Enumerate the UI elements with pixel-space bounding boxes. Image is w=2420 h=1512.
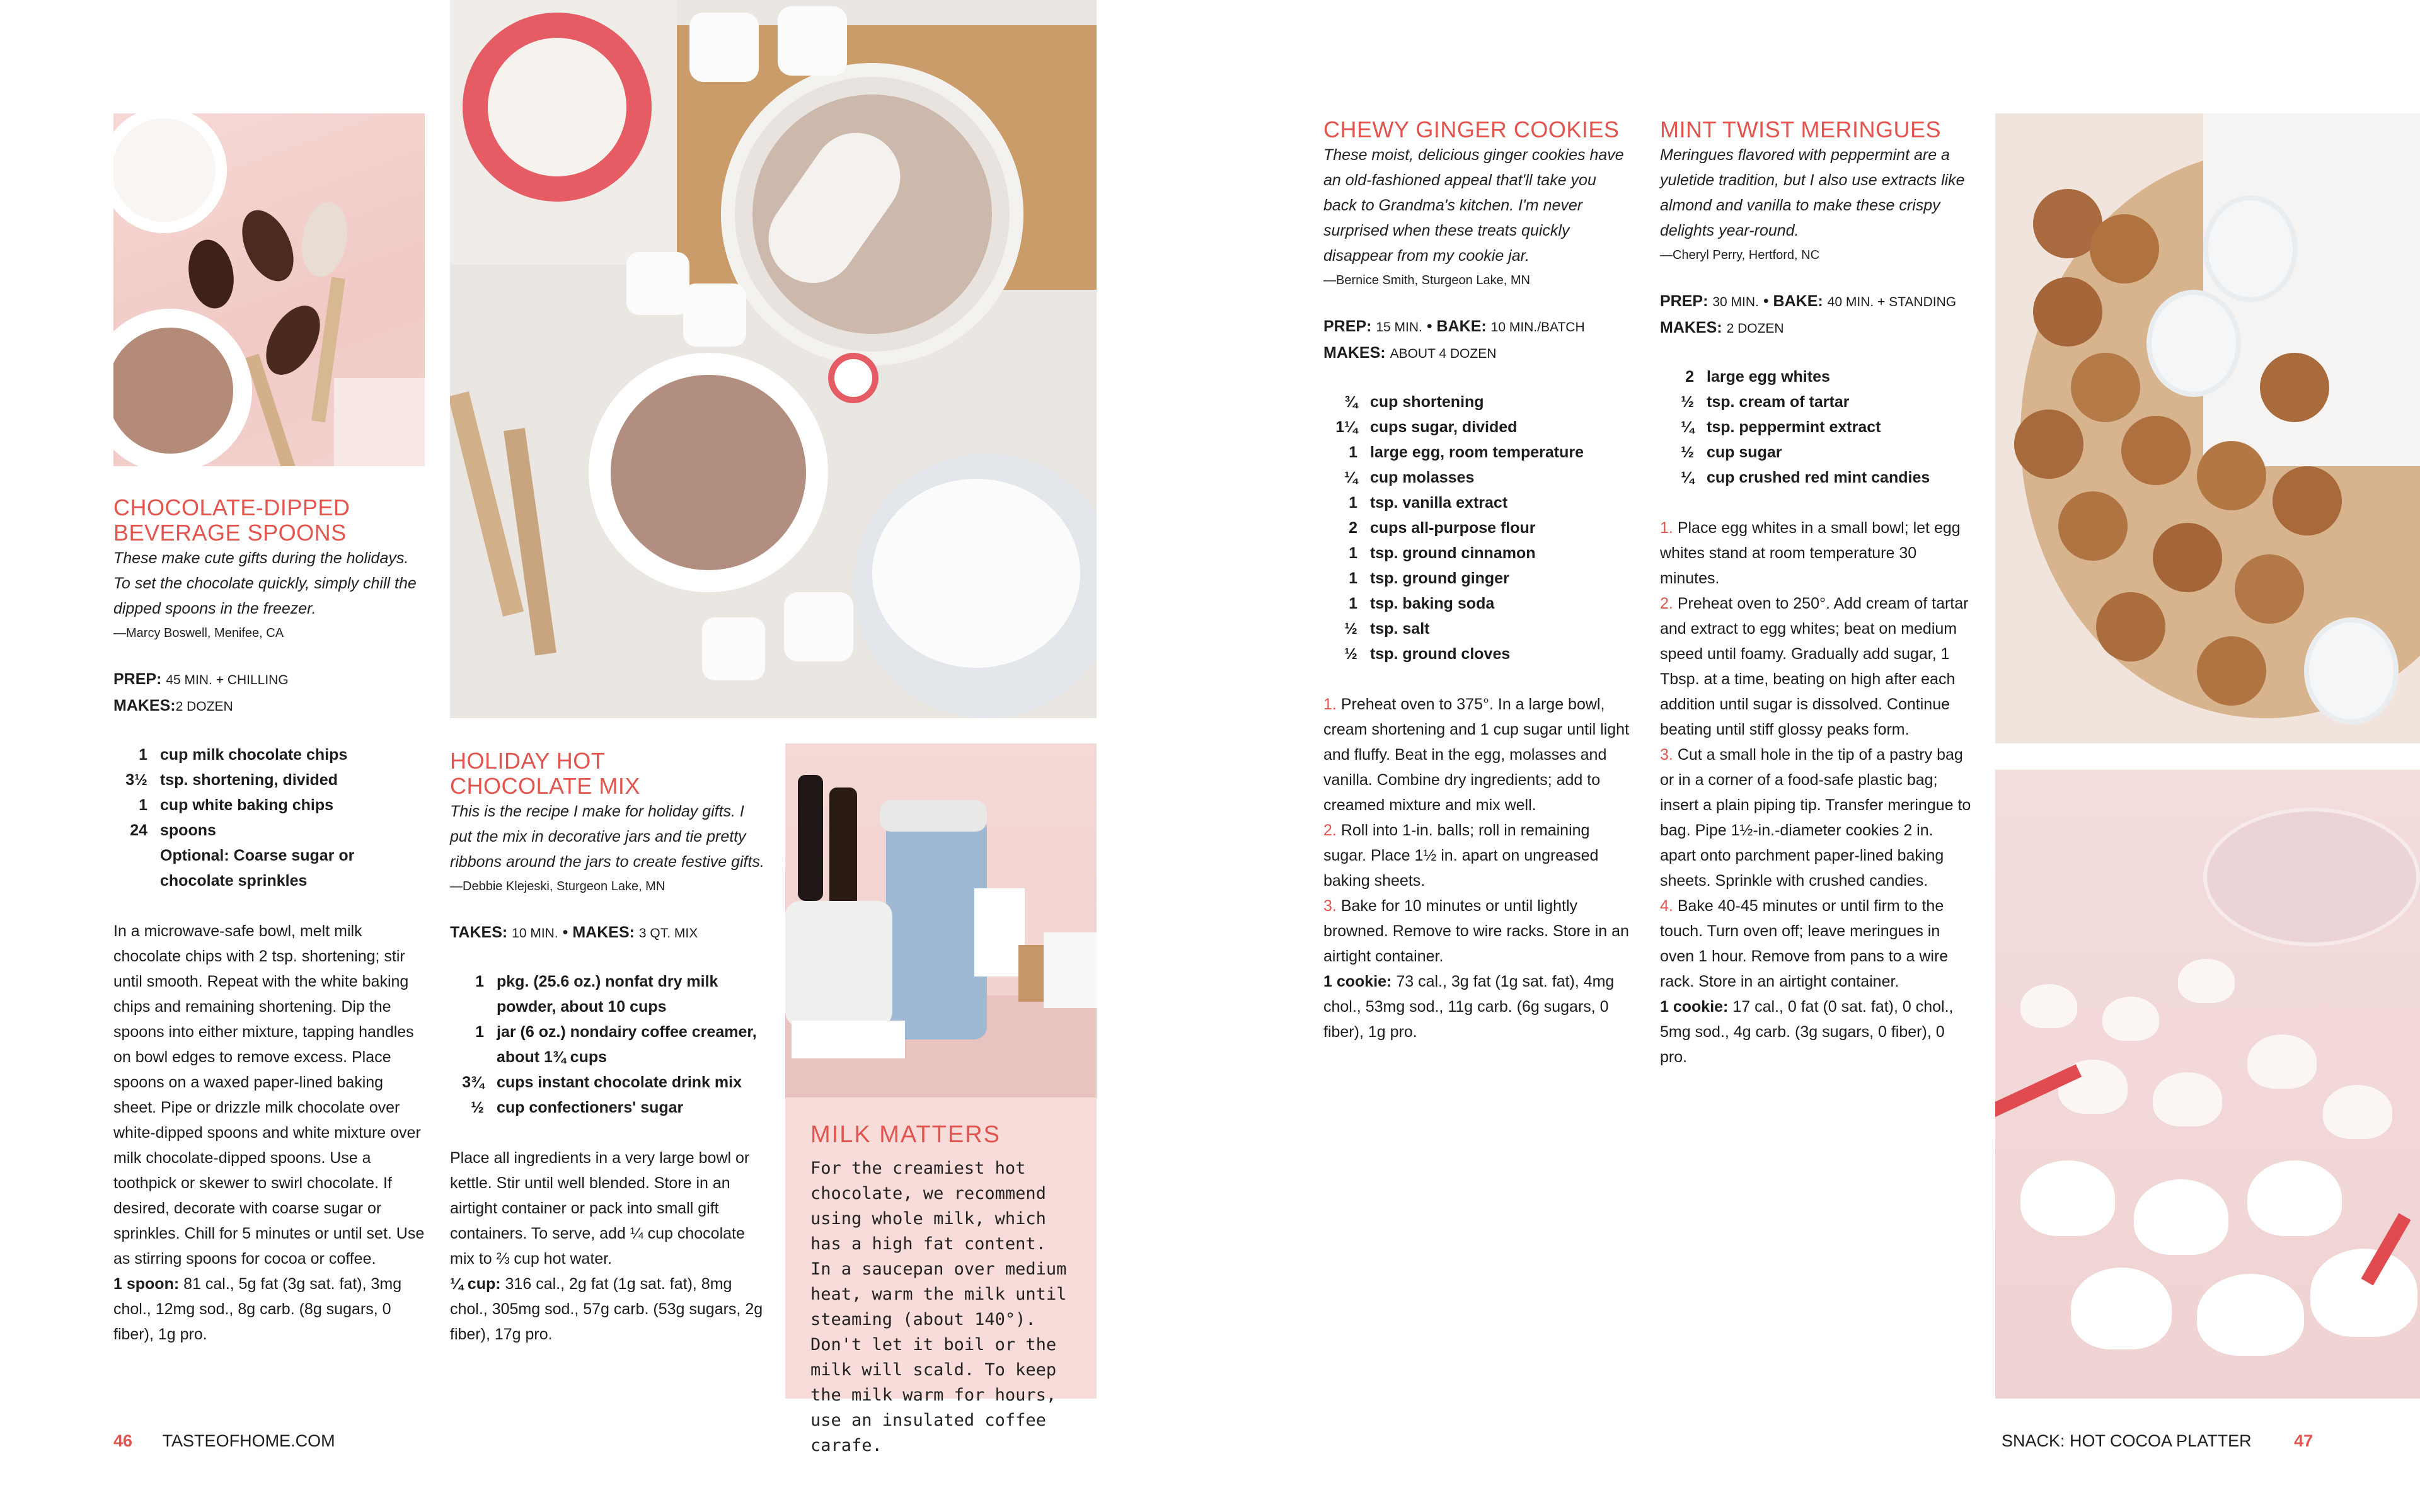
page-number: 46 <box>113 1431 133 1450</box>
step-number: 4. <box>1660 897 1673 915</box>
recipe-meta: PREP: 30 MIN. • BAKE: 40 MIN. + STANDING MAKES: 2 DOZEN <box>1660 292 1957 336</box>
ingredient-qty: 3½ <box>125 771 147 789</box>
recipe-steps <box>1323 692 1634 969</box>
recipe-byline: —Marcy Boswell, Menifee, CA <box>113 626 284 640</box>
ingredient-text: tsp. ground cinnamon <box>1370 544 1536 562</box>
footer-section: SNACK: HOT COCOA PLATTER <box>2002 1431 2252 1450</box>
ingredient-item <box>1323 415 1634 440</box>
step-number: 2. <box>1660 595 1673 612</box>
ingredient-qty: ½ <box>1681 393 1694 411</box>
recipe-title: CHOCOLATE-DIPPED BEVERAGE SPOONS <box>113 495 350 546</box>
recipe-meta: PREP: 45 MIN. + CHILLING MAKES:2 DOZEN <box>113 670 289 714</box>
recipe-byline: —Debbie Klejeski, Sturgeon Lake, MN <box>450 879 666 893</box>
ingredient-text: cup crushed red mint candies <box>1707 469 1930 486</box>
footer-site: TASTEOFHOME.COM <box>162 1431 335 1450</box>
ingredient-item <box>1323 541 1634 566</box>
recipe-step <box>1323 692 1634 818</box>
step-text: Preheat oven to 250°. Add cream of tartar and extract to egg whites; beat on medium speed until foamy. Gradually add sugar, 1 Tbsp. at a time, beating on high after each addition until sugar is dissolved. Continue beating until stiff glossy peaks form. <box>1660 595 1969 738</box>
ingredient-qty: 1 <box>1349 544 1357 562</box>
recipe-byline: —Bernice Smith, Sturgeon Lake, MN <box>1323 273 1530 287</box>
nutrition-facts: 1 cookie: 17 cal., 0 fat (0 sat. fat), 0 chol., 5mg sod., 4g carb. (3g sugars, 0 fiber), 0 pro. <box>1660 998 1954 1066</box>
recipe-directions: Place all ingredients in a very large bowl or kettle. Stir until well blended. Store in an airtight container or pack into small gift containers. To serve, add ¼ cup chocolate mix to ⅔ cup hot water. <box>450 1149 750 1268</box>
step-text: Roll into 1-in. balls; roll in remaining sugar. Place 1½ in. apart on ungreased baking sheets. <box>1323 822 1599 890</box>
recipe-step <box>1660 591 1971 742</box>
ingredient-item <box>1323 490 1634 515</box>
ingredient-item <box>1660 415 1971 440</box>
step-number: 1. <box>1660 519 1673 537</box>
ingredient-text: Optional: Coarse sugar or chocolate sprinkles <box>160 847 355 890</box>
ingredient-text: cup confectioners' sugar <box>497 1099 684 1116</box>
ingredient-list <box>113 742 425 893</box>
photo-ginger-cookies <box>1995 113 2420 743</box>
recipe-step <box>1660 742 1971 893</box>
sidebar-body: For the creamiest hot chocolate, we recommend using whole milk, which has a high fat content. In a saucepan over medium heat, warm the milk until steaming (about 140°). Don't let it boil or the milk will scald. To keep the milk warm for hours, use an insulated coffee carafe. <box>810 1159 1067 1455</box>
step-number: 1. <box>1323 696 1337 713</box>
step-text: Place egg whites in a small bowl; let egg whites stand at room temperature 30 minutes. <box>1660 519 1961 587</box>
recipe-intro: This is the recipe I make for holiday gifts. I put the mix in decorative jars and tie pretty ribbons around the jars to create festive gifts. <box>450 803 764 871</box>
nutrition-facts: 1 cookie: 73 cal., 3g fat (1g sat. fat), 4mg chol., 53mg sod., 11g carb. (6g sugars, 0 fiber), 1g pro. <box>1323 973 1615 1041</box>
recipe-byline: —Cheryl Perry, Hertford, NC <box>1660 248 1820 262</box>
ingredient-qty: ¼ <box>1681 469 1694 486</box>
ingredient-text: tsp. salt <box>1370 620 1430 638</box>
recipe-mint-meringues <box>1660 117 1971 1070</box>
photo-hot-cocoa <box>450 0 1097 718</box>
ingredient-qty: ½ <box>1344 620 1357 638</box>
ingredient-text: pkg. (25.6 oz.) nonfat dry milk powder, about 10 cups <box>497 973 718 1016</box>
ingredient-text: tsp. peppermint extract <box>1707 418 1881 436</box>
ingredient-item <box>1323 616 1634 641</box>
ingredient-text: cups instant chocolate drink mix <box>497 1074 742 1091</box>
ingredient-item <box>1323 440 1634 465</box>
ingredient-qty: ¼ <box>1681 418 1694 436</box>
ingredient-qty: ¾ <box>1344 393 1357 411</box>
ingredient-item <box>1660 389 1971 415</box>
step-text: Bake 40-45 minutes or until firm to the touch. Turn oven off; leave meringues in oven 1 hour. Remove from pans to a wire rack. Store in an airtight container. <box>1660 897 1949 990</box>
sidebar-title: MILK MATTERS <box>810 1121 1001 1148</box>
step-number: 3. <box>1323 897 1337 915</box>
recipe-meta: TAKES: 10 MIN. • MAKES: 3 QT. MIX <box>450 924 698 941</box>
ingredient-text: cup white baking chips <box>160 796 334 814</box>
ingredient-item <box>1323 566 1634 591</box>
ingredient-text: cup molasses <box>1370 469 1475 486</box>
ingredient-item <box>1660 465 1971 490</box>
recipe-step <box>1660 893 1971 994</box>
step-number: 3. <box>1660 746 1673 764</box>
ingredient-item <box>1323 465 1634 490</box>
page-number: 47 <box>2294 1431 2313 1450</box>
recipe-meta: PREP: 15 MIN. • BAKE: 10 MIN./BATCH MAKES: ABOUT 4 DOZEN <box>1323 318 1585 362</box>
ingredient-text: jar (6 oz.) nondairy coffee creamer, about 1¾ cups <box>497 1023 757 1066</box>
recipe-step <box>1323 818 1634 893</box>
ingredient-list <box>1660 364 1971 490</box>
ingredient-item <box>113 818 425 843</box>
ingredient-qty: 1 <box>1349 595 1357 612</box>
ingredient-qty: ½ <box>1344 645 1357 663</box>
footer-left <box>113 1431 335 1451</box>
ingredient-text: cup sugar <box>1707 444 1782 461</box>
ingredient-text: large egg, room temperature <box>1370 444 1584 461</box>
ingredient-item <box>1323 591 1634 616</box>
ingredient-text: tsp. cream of tartar <box>1707 393 1850 411</box>
ingredient-item <box>450 1070 765 1095</box>
recipe-intro: Meringues flavored with peppermint are a yuletide tradition, but I also use extracts like almond and vanilla to make these crispy delights year-round. <box>1660 146 1965 239</box>
step-text: Cut a small hole in the tip of a pastry bag or in a corner of a food-safe plastic bag; insert a plain piping tip. Transfer meringue to bag. Pipe 1½-in.-diameter cookies 2 in. apart onto parchment paper-lined baking sheets. Sprinkle with crushed candies. <box>1660 746 1971 890</box>
recipe-step <box>1323 893 1634 969</box>
recipe-steps <box>1660 515 1971 994</box>
ingredient-qty: 1 <box>139 796 147 814</box>
ingredient-qty: 3¾ <box>462 1074 484 1091</box>
ingredient-text: tsp. vanilla extract <box>1370 494 1508 512</box>
recipe-title: HOLIDAY HOT CHOCOLATE MIX <box>450 748 640 799</box>
ingredient-qty: 1 <box>475 1023 484 1041</box>
nutrition-facts: 1 spoon: 81 cal., 5g fat (3g sat. fat), 3mg chol., 12mg sod., 8g carb. (8g sugars, 0 fiber), 1g pro. <box>113 1275 402 1343</box>
ingredient-list <box>1323 389 1634 667</box>
ingredient-item <box>1323 515 1634 541</box>
nutrition-facts: ¼ cup: 316 cal., 2g fat (1g sat. fat), 8mg chol., 305mg sod., 57g carb. (53g sugars, 2g fiber), 17g pro. <box>450 1275 763 1343</box>
ingredient-qty: 1 <box>1349 444 1357 461</box>
ingredient-text: tsp. ground ginger <box>1370 570 1509 587</box>
recipe-title: MINT TWIST MERINGUES <box>1660 117 1942 142</box>
step-text: Bake for 10 minutes or until lightly browned. Remove to wire racks. Store in an airtight container. <box>1323 897 1629 965</box>
ingredient-qty: 1 <box>475 973 484 990</box>
ingredient-item <box>450 1019 765 1070</box>
ingredient-item <box>113 742 425 767</box>
ingredient-qty: ½ <box>1681 444 1694 461</box>
ingredient-qty: 1 <box>139 746 147 764</box>
ingredient-qty <box>113 843 150 893</box>
step-number: 2. <box>1323 822 1337 839</box>
ingredient-qty: 2 <box>1685 368 1694 386</box>
ingredient-text: cups all-purpose flour <box>1370 519 1536 537</box>
recipe-hot-chocolate-mix <box>450 748 765 1347</box>
photo-chocolate-spoons <box>113 113 425 466</box>
ingredient-item <box>450 1095 765 1120</box>
recipe-directions: In a microwave-safe bowl, melt milk chocolate chips with 2 tsp. shortening; stir until smooth. Repeat with the white baking chips and remaining shortening. Dip the spoons into either mixture, tapping handles on bowl edges to remove excess. Place spoons on a waxed paper-lined baking sheet. Pipe or drizzle milk chocolate over white-dipped spoons and white mixture over milk chocolate-dipped spoons. Use a toothpick or skewer to swirl chocolate. If desired, decorate with coarse sugar or sprinkles. Chill for 5 minutes or until set. Use as stirring spoons for cocoa or coffee. <box>113 922 425 1268</box>
ingredient-text: tsp. ground cloves <box>1370 645 1511 663</box>
ingredient-text: large egg whites <box>1707 368 1830 386</box>
ingredient-qty: ¼ <box>1344 469 1357 486</box>
sidebar-milk-matters <box>785 1097 1097 1455</box>
recipe-intro: These make cute gifts during the holidays. To set the chocolate quickly, simply chill the dipped spoons in the freezer. <box>113 549 417 617</box>
ingredient-item <box>1323 641 1634 667</box>
photo-mint-meringues <box>1995 770 2420 1399</box>
photo-cocoa-station <box>785 743 1097 1097</box>
ingredient-qty: 1¼ <box>1335 418 1357 436</box>
recipe-chocolate-spoons <box>113 495 425 1347</box>
ingredient-text: cups sugar, divided <box>1370 418 1518 436</box>
recipe-step <box>1660 515 1971 591</box>
recipe-ginger-cookies <box>1323 117 1634 1045</box>
ingredient-text: cup milk chocolate chips <box>160 746 348 764</box>
recipe-title: CHEWY GINGER COOKIES <box>1323 117 1620 142</box>
ingredient-text: cup shortening <box>1370 393 1484 411</box>
ingredient-item <box>1660 440 1971 465</box>
ingredient-item <box>113 767 425 793</box>
ingredient-qty: ½ <box>471 1099 484 1116</box>
ingredient-item <box>450 969 765 1019</box>
step-text: Preheat oven to 375°. In a large bowl, cream shortening and 1 cup sugar until light and fluffy. Beat in the egg, molasses and vanilla. Combine dry ingredients; add to creamed mixture and mix well. <box>1323 696 1630 814</box>
ingredient-text: tsp. shortening, divided <box>160 771 338 789</box>
ingredient-item <box>1660 364 1971 389</box>
ingredient-text: tsp. baking soda <box>1370 595 1495 612</box>
ingredient-item <box>1323 389 1634 415</box>
ingredient-qty: 1 <box>1349 494 1357 512</box>
ingredient-list <box>450 969 765 1120</box>
ingredient-text: spoons <box>160 822 216 839</box>
ingredient-item <box>113 843 425 893</box>
ingredient-qty: 24 <box>130 822 147 839</box>
ingredient-item <box>113 793 425 818</box>
recipe-intro: These moist, delicious ginger cookies have an old-fashioned appeal that'll take you back to Grandma's kitchen. I'm never surprised when these treats quickly disappear from my cookie jar. <box>1323 146 1624 265</box>
ingredient-qty: 1 <box>1349 570 1357 587</box>
ingredient-qty: 2 <box>1349 519 1357 537</box>
footer-right <box>2002 1431 2313 1451</box>
